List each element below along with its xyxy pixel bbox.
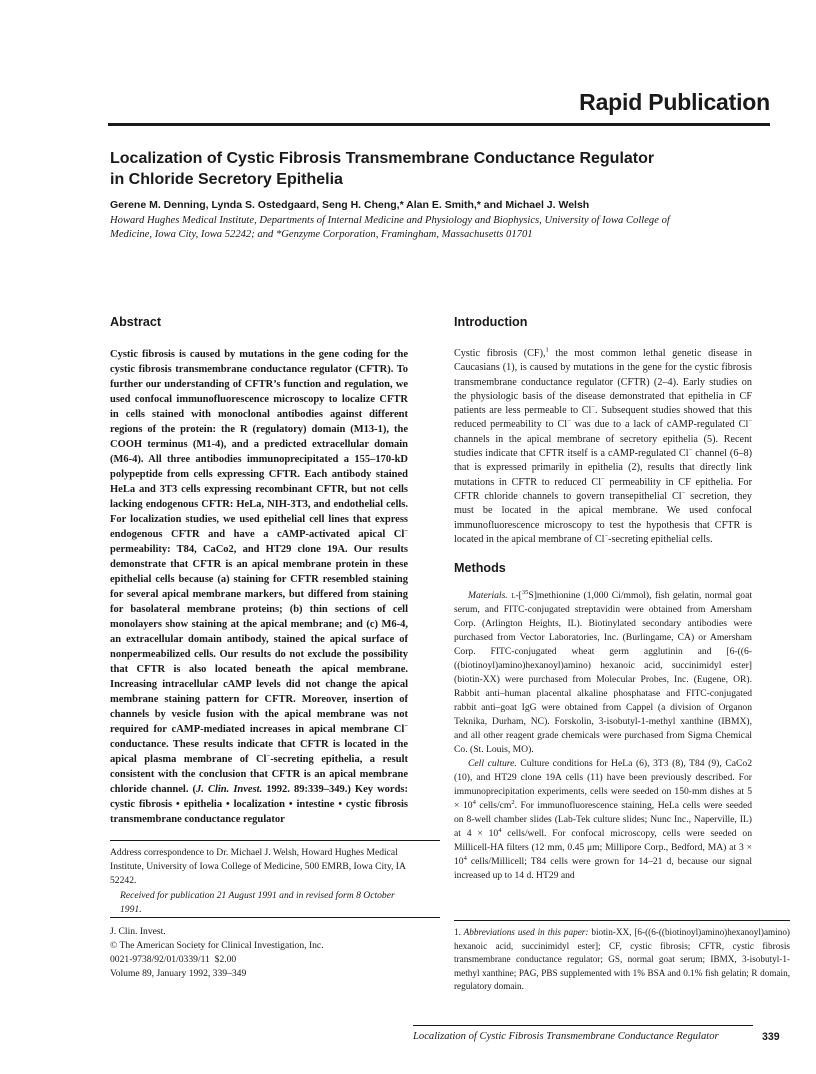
page-number: 339 (762, 1031, 780, 1043)
volume-line: Volume 89, January 1992, 339–349 (110, 968, 247, 979)
abstract-heading: Abstract (110, 315, 162, 329)
methods-heading: Methods (454, 561, 506, 576)
affiliation: Howard Hughes Medical Institute, Departments of Internal Medicine and Physiology and Biophysics, University of Iowa College of Medicine, Iowa City, Iowa 52242; and *Genzyme Corporation, Framingham, Massachusetts 01701 (110, 215, 670, 240)
journal-citation: J. Clin. Invest. (196, 784, 263, 795)
section-banner: Rapid Publication (579, 89, 770, 115)
running-head: Localization of Cystic Fibrosis Transmembrane Conductance Regulator (413, 1031, 719, 1042)
footnote-marker: 1 (545, 346, 549, 354)
correspondence-address: Address correspondence to Dr. Michael J. Welsh, Howard Hughes Medical Institute, University of Iowa College of Medicine, 500 EMRB, Iowa City, IA 52242. (110, 847, 406, 886)
top-rule (108, 123, 770, 126)
introduction-heading: Introduction (454, 315, 528, 329)
copyright-line: © The American Society for Clinical Investigation, Inc. (110, 940, 324, 951)
article-code: 0021-9738/92/01/0339/11 $2.00 (110, 954, 237, 965)
left-column (110, 315, 408, 827)
right-column (454, 315, 752, 883)
running-head-rule (413, 1025, 753, 1026)
journal-name: J. Clin. Invest. (110, 926, 166, 937)
correspondence-rule (110, 840, 440, 841)
publication-info (110, 925, 420, 981)
author-list: Gerene M. Denning, Lynda S. Ostedgaard, Seng H. Cheng,* Alan E. Smith,* and Michael J. Welsh (110, 199, 590, 211)
received-date: Received for publication 21 August 1991 and in revised form 8 October 1991. (120, 890, 395, 915)
article-title: Localization of Cystic Fibrosis Transmembrane Conductance Regulator in Chloride Secretory Epithelia (110, 150, 655, 188)
materials-paragraph: Materials. l-[$^{35}$S]methionine (1,000 Ci/mmol), fish gelatin, normal goat serum, and FITC-conjugated streptavidin were obtained from Amersham Corp. (Arlington Heights, IL). Biotinylated secondary antibodies were purchased from Vector Laboratories, Inc. (Burlingame, CA) or Amersham Corp. FITC-conjugated wheat germ agglutinin and [6-((6-((biotinoyl)amino)hexanoyl)amino) hexanoic acid, succinimidyl ester] (biotin-XX) were purchased from Molecular Probes, Inc. (Eugene, OR). Rabbit anti–human placental alkaline phosphatase and FITC-conjugated rabbit anti–goat IgG were obtained from Cappel (a division of Organon Teknika, Durham, NC). Forskolin, 3-isobutyl-1-methyl xanthine (IBMX), and all other reagent grade chemicals were purchased from Sigma Chemical Co. (St. Louis, MO). (454, 588, 752, 756)
introduction-text: Cystic fibrosis (CF),$^1$ the most common lethal genetic disease in Caucasians (1), is caused by mutations in the gene for the cystic fibrosis transmembrane conductance regulator (CFTR) (2–4). Early studies on the physiologic basis of the disease demonstrated that epithelia in CF patients are less permeable to Cl−. Subsequent studies showed that this reduced permeability to Cl− was due to a lack of cAMP-regulated Cl− channels in the apical membrane of secretory epithelia (5). Recent studies indicate that CFTR itself is a cAMP-regulated Cl− channel (6–8) that is expressed primarily in epithelia (2), results that directly link mutations in CFTR to reduced Cl− permeability in CF epithelia. For CFTR chloride channels to govern transepithelial Cl− secretion, they must be located in the apical membrane. We used confocal immunofluorescence microscopy to test the hypothesis that CFTR is located in the apical membrane of Cl−-secreting epithelial cells. (454, 346, 753, 545)
pubinfo-rule (110, 917, 440, 918)
abstract-text: Cystic fibrosis is caused by mutations in the gene coding for the cystic fibrosis transmembrane conductance regulator (CFTR). To further our understanding of CFTR’s function and regulation, we used confocal immunofluorescence microscopy to localize CFTR in cells stained with monoclonal antibodies against different regions of the protein: the R (regulatory) domain (M13-1), the COOH terminus (M1-4), and a predicted extracellular domain (M6-4). All three antibodies immunoprecipitated a 155–170-kD polypeptide from cells expressing CFTR. Each antibody stained HeLa and 3T3 cells expressing recombinant CFTR, but not cells lacking endogenous CFTR: HeLa, NIH-3T3, and endothelial cells. For localization studies, we used epithelial cell lines that express endogenous CFTR and have a cAMP-activated apical Cl− permeability: T84, CaCo2, and HT29 clone 19A. Our results demonstrate that CFTR is an apical membrane protein in these epithelial cells because (a) staining for CFTR resembled staining for several apical membrane markers, but differed from staining for basolateral membrane proteins; (b) thin sections of cell monolayers show staining at the apical membrane; and (c) M6-4, an extracellular domain antibody, stained the apical surface of nonpermeabilized cells. Our results do not exclude the possibility that CFTR is also located beneath the apical membrane. Increasing intracellular cAMP levels did not change the apical membrane staining pattern for CFTR. Moreover, insertion of channels by vesicle fusion with the apical membrane was not required for cAMP-mediated increases in apical membrane Cl− conductance. These results indicate that CFTR is located in the apical plasma membrane of Cl−-secreting epithelia, a result consistent with the conclusion that CFTR is an apical membrane chloride channel. (J. Clin. Invest. 1992. 89:339–349.) Key words: cystic fibrosis • epithelia • localization • intestine • cystic fibrosis transmembrane conductance regulator (110, 349, 408, 825)
cell-culture-paragraph: Cell culture. Culture conditions for HeLa (6), 3T3 (8), T84 (9), CaCo2 (10), and HT29 clone 19A cells (11) have been previously described. For immunoprecipitation experiments, cells were seeded on 150-mm dishes at $5 \times 10^4$ cells/$cm^2$. For immunofluorescence staining, HeLa cells were seeded on 8-well chamber slides (Lab-Tek culture slides; Nunc Inc., Naperville, IL) at $4 \times 10^4$ cells/well. For confocal microscopy, cells were seeded on Millicell-HA filters (12 mm, 0.45 μm; Millipore Corp., Bedford, MA) at $3 \times 10^4$ cells/Millicell; T84 cells were grown for 14–21 d, because our signal increased up to 14 d. HT29 and (454, 758, 753, 882)
abbreviations-footnote: 1. Abbreviations used in this paper: biotin-XX, [6-((6-((biotinoyl)amino)hexanoyl)amino) hexanoic acid, succinimidyl ester]; CF, cystic fibrosis; CFTR, cystic fibrosis transmembrane conductance regulator; GS, normal goat serum; IBMX, 3-isobutyl-1-methyl xanthine; PAG, PBS supplemented with 1% BSA and 0.1% fish gelatin; R domain, regulatory domain. (454, 927, 790, 991)
footnote-rule (454, 920, 790, 921)
